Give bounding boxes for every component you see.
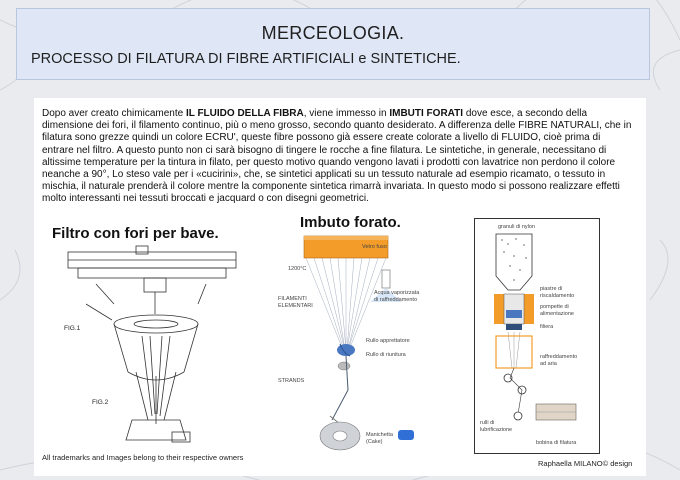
body-text-3: dove esce, a secondo della dimensione dei fori, il filamento continuo, più o meno grosso, secondo quanto desiderato. A differenza delle FIBRE NATURALI, che in filatura sono grezze quindi un colore ECRU', queste fibre possono già essere create colorate a livello di FLUIDO, cioè prima di entrare nel filtro. A questo punto non ci sarà bisogno di tingere le rocche a fine filatura. Le sintetiche, in generale, necessitano di altissime temperature per la tintura in filato, per questo motivo quando vengono lavati i prodotti con lavatrice non perdono il colore neanche a 90°, Lo steso vale per i «cucirini», che, se sintetici applicati su un tessuto naturale ad esempio ricamato, o tessuto in mischia, il naturale prenderà il colore mentre la componente sintetica rimarrà invariata. In questo modo si possono realizzare effetti molto interessanti nei tessuti broccati e jacquard o con disegni geometrici. [42, 108, 632, 205]
nylon-spinning-diagram [474, 218, 600, 454]
filter-patent-drawing [56, 244, 256, 452]
nylon-pompette-1: pompette di [540, 304, 569, 310]
funnel-manichetta-2: (Cake) [366, 439, 383, 445]
funnel-temperature: 1200°C [288, 266, 307, 272]
nylon-piastre-2: riscaldamento [540, 293, 575, 299]
fig2-label: FIG.2 [92, 399, 109, 406]
funnel-rullo-apprettatore: Rullo apprettatore [366, 338, 410, 344]
body-bold-fluid: IL FLUIDO DELLA FIBRA [185, 108, 304, 119]
nylon-piastre-1: piastre di [540, 286, 563, 292]
fig1-label: FIG.1 [64, 325, 81, 332]
nylon-rulli-1: rulli di [480, 420, 495, 426]
body-text-1: Dopo aver creato chimicamente [42, 108, 186, 119]
nylon-raffreddamento-2: ad aria [540, 361, 557, 367]
nylon-pompette-2: alimentazione [540, 311, 574, 317]
nylon-rulli-2: lubrificazione [480, 427, 513, 433]
body-bold-funnels: IMBUTI FORATI [389, 108, 464, 119]
nylon-bobina: bobina di filatura [536, 440, 577, 446]
header-box [16, 8, 650, 80]
nylon-raffreddamento-1: raffreddamento [540, 354, 578, 360]
funnel-acqua-2: di raffreddamento [374, 297, 418, 303]
funnel-filamenti-2: ELEMENTARI [278, 303, 313, 309]
nylon-filiera: filiera [540, 324, 554, 330]
funnel-vetro-fuso: Vetro fuso [362, 244, 387, 250]
funnel-strands: STRANDS [278, 378, 305, 384]
funnel-acqua-1: Acqua vaporizzata [374, 290, 420, 296]
filter-label: Filtro con fori per bave. [52, 225, 219, 242]
footer-trademarks: All trademarks and Images belong to their respective owners [42, 453, 244, 462]
page-title: MERCEOLOGIA. [261, 23, 405, 43]
funnel-manichetta-1: Manichetta [366, 432, 393, 438]
funnel-label: Imbuto forato. [300, 214, 401, 231]
body-text-2: , viene immesso in [303, 108, 390, 119]
page-subtitle: PROCESSO DI FILATURA DI FIBRE ARTIFICIALI e SINTETICHE. [31, 51, 461, 67]
nylon-granuli: granuli di nylon [498, 224, 535, 230]
funnel-filamenti-1: FILAMENTI [278, 296, 307, 302]
body-paragraph [42, 108, 632, 206]
funnel-rullo-riunitura: Rullo di riunitura [366, 352, 406, 358]
footer-credit: Raphaella MILANO© design [538, 459, 633, 468]
funnel-diagram [270, 230, 420, 458]
